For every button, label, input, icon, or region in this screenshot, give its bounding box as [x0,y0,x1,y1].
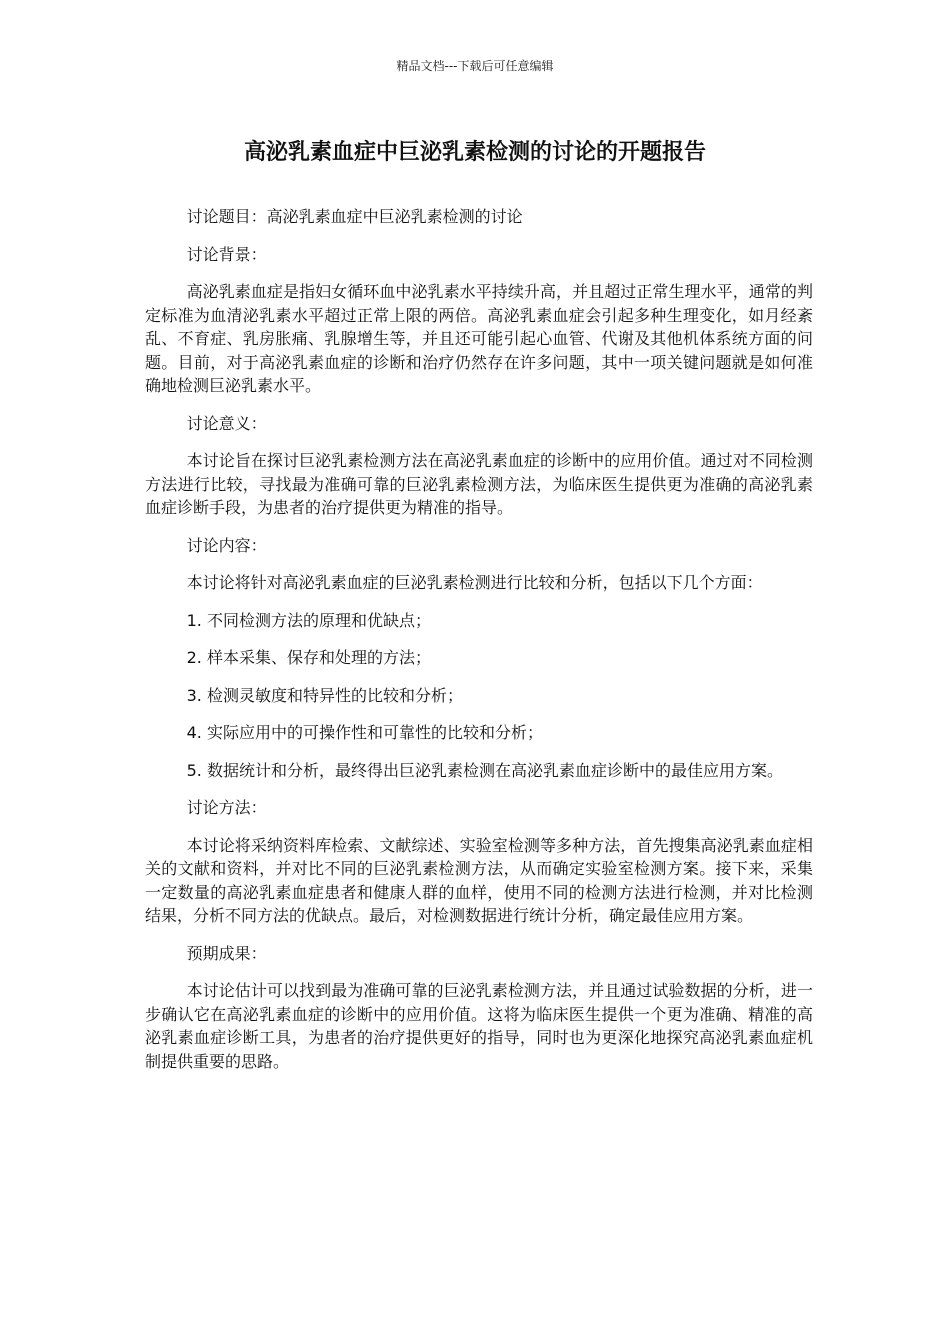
background-paragraph: 高泌乳素血症是指妇女循环血中泌乳素水平持续升高，并且超过正常生理水平，通常的判定标准为血清泌乳素水平超过正常上限的两倍。高泌乳素血症会引起多种生理变化，如月经紊乱、不育症、乳房胀痛、乳腺增生等，并且还可能引起心血管、代谢及其他机体系统方面的问题。目前，对于高泌乳素血症的诊断和治疗仍然存在许多问题，其中一项关键问题就是如何准确地检测巨泌乳素水平。 [145,282,813,395]
outcome-paragraph: 本讨论估计可以找到最为准确可靠的巨泌乳素检测方法，并且通过试验数据的分析，进一步确认它在高泌乳素血症的诊断中的应用价值。这将为临床医生提供一个更为准确、精准的高泌乳素血症诊断工具，为患者的治疗提供更好的指导，同时也为更深化地探究高泌乳素血症机制提供重要的思路。 [145,981,813,1071]
content-list-item: 3. 检测灵敏度和特异性的比较和分析； [186,685,463,705]
document-title: 高泌乳素血症中巨泌乳素检测的讨论的开题报告 [243,140,706,165]
document-body [145,205,813,1087]
content-list-item: 5. 数据统计和分析，最终得出巨泌乳素检测在高泌乳素血症诊断中的最佳应用方案。 [186,760,783,780]
content-label: 讨论内容： [186,535,267,555]
header-note: 精品文档---下载后可任意编辑 [396,59,554,73]
significance-label: 讨论意义： [186,413,267,433]
content-intro-paragraph: 本讨论将针对高泌乳素血症的巨泌乳素检测进行比较和分析，包括以下几个方面： [186,573,763,592]
content-list-item: 2. 样本采集、保存和处理的方法； [186,648,431,667]
content-list-item: 1. 不同检测方法的原理和优缺点； [186,610,431,630]
topic-line: 讨论题目：高泌乳素血症中巨泌乳素检测的讨论 [186,207,523,226]
method-paragraph: 本讨论将采纳资料库检索、文献综述、实验室检测等多种方法，首先搜集高泌乳素血症相关的文献和资料，并对比不同的巨泌乳素检测方法，从而确定实验室检测方案。接下来，采集一定数量的高泌乳素血症患者和健康人群的血样，使用不同的检测方法进行检测，并对比检测结果，分析不同方法的优缺点。最后，对检测数据进行统计分析，确定最佳应用方案。 [145,835,813,925]
method-label: 讨论方法： [186,798,267,817]
background-label: 讨论背景： [186,244,267,264]
outcome-label: 预期成果： [186,943,267,963]
content-list-item: 4. 实际应用中的可操作性和可靠性的比较和分析； [186,723,543,742]
significance-paragraph: 本讨论旨在探讨巨泌乳素检测方法在高泌乳素血症的诊断中的应用价值。通过对不同检测方法进行比较，寻找最为准确可靠的巨泌乳素检测方法，为临床医生提供更为准确的高泌乳素血症诊断手段，为患者的治疗提供更为精准的指导。 [145,451,813,517]
